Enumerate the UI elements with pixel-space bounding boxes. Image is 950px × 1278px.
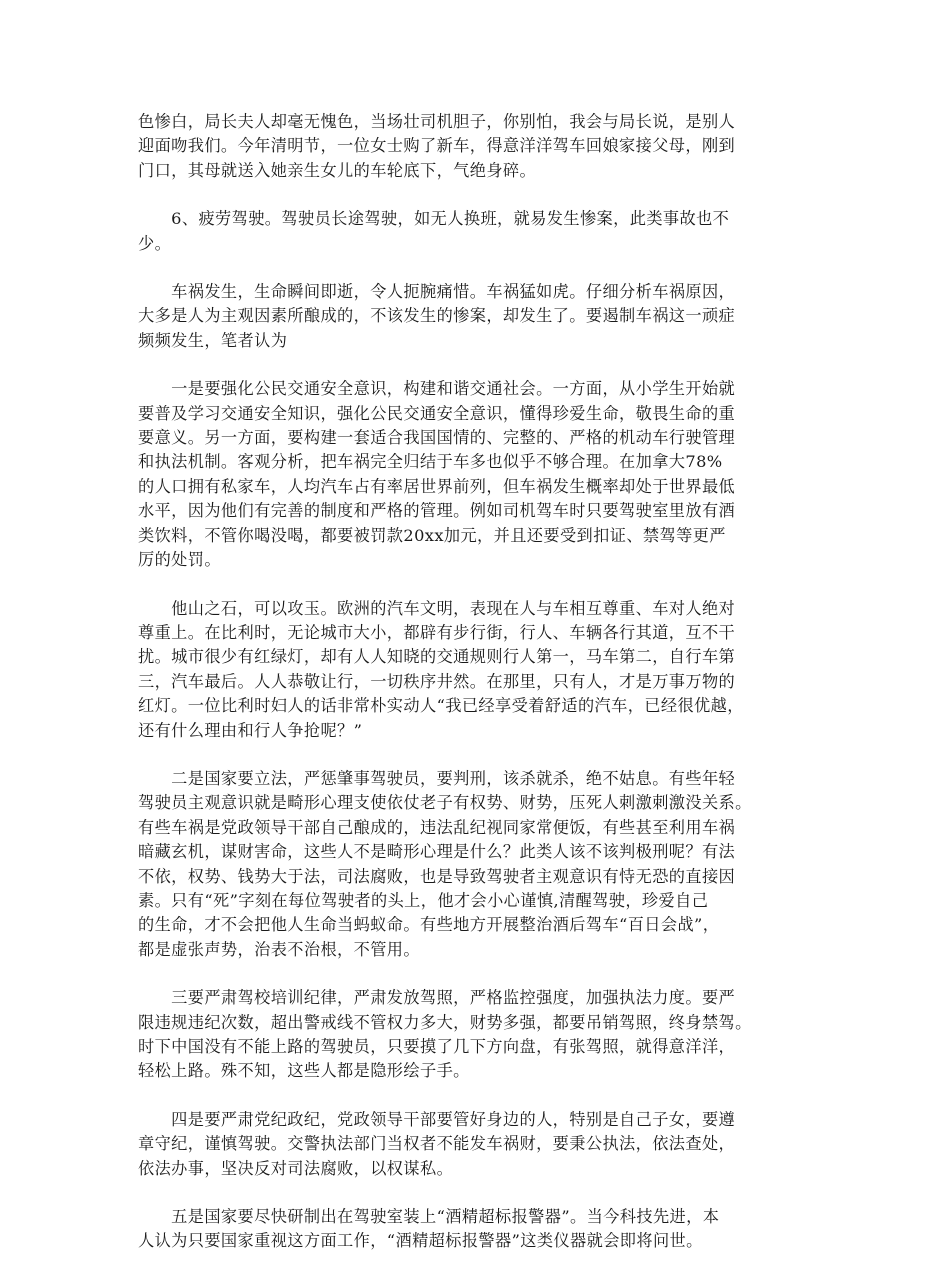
text-line: 三要严肃驾校培训纪律，严肃发放驾照，严格监控强度，加强执法力度。要严 (138, 988, 736, 1008)
paragraph (138, 1108, 808, 1181)
text-line: 6、疲劳驾驶。驾驶员长途驾驶，如无人换班，就易发生惨案，此类事故也不 (138, 209, 730, 229)
text-line: 尊重上。在比利时，无论城市大小，都辟有步行街，行人、车辆各行其道，互不干 (138, 622, 736, 642)
text-line: 轻松上路。殊不知，这些人都是隐形绘子手。 (138, 1061, 470, 1081)
text-line: 他山之石，可以攻玉。欧洲的汽车文明，表现在人与车相互尊重、车对人绝对 (138, 598, 736, 618)
text-line: 人认为只要国家重视这方面工作，“酒精超标报警器”这类仪器就会即将问世。 (138, 1231, 703, 1251)
document-body (138, 110, 808, 1278)
text-line: 还有什么理由和行人争抢呢？” (138, 720, 363, 740)
text-line: 依法办事，坚决反对司法腐败，以权谋私。 (138, 1158, 454, 1178)
text-line: 三，汽车最后。人人恭敬让行，一切秩序井然。在那里，只有人，才是万事万物的 (138, 671, 736, 691)
text-line: 车祸发生，生命瞬间即逝，令人扼腕痛惜。车祸猛如虎。仔细分析车祸原因， (138, 282, 736, 302)
paragraph (138, 377, 808, 572)
text-line: 色惨白，局长夫人却毫无愧色，当场壮司机胆子，你别怕，我会与局长说，是别人 (138, 112, 736, 131)
text-line: 有些车祸是党政领导干部自己酿成的，违法乱纪视同家常便饭，有些甚至利用车祸 (138, 817, 736, 837)
text-line: 频频发生，笔者认为 (138, 330, 288, 350)
text-line: 和执法机制。客观分析，把车祸完全归结于车多也似乎不够合理。在加拿大78% (138, 452, 723, 472)
paragraph (138, 597, 808, 743)
text-line: 门口，其母就送入她亲生女儿的车轮底下，气绝身碎。 (138, 160, 537, 180)
text-line: 水平，因为他们有完善的制度和严格的管理。例如司机驾车时只要驾驶室里放有酒 (138, 501, 736, 521)
text-line: 章守纪，谨慎驾驶。交警执法部门当权者不能发车祸财，要秉公执法，依法查处， (138, 1134, 736, 1154)
text-line: 五是国家要尽快研制出在驾驶室装上“酒精超标报警器”。当今科技先进，本 (138, 1207, 720, 1227)
text-line: 暗藏玄机，谋财害命，这些人不是畸形心理是什么？此类人该不该判极刑呢？有法 (138, 842, 736, 862)
text-line: 要普及学习交通安全知识，强化公民交通安全意识，懂得珍爱生命，敬畏生命的重 (138, 403, 736, 423)
paragraph (138, 280, 808, 353)
text-line: 的人口拥有私家车，人均汽车占有率居世界前列，但车祸发生概率却处于世界最低 (138, 476, 736, 496)
text-line: 都是虚张声势，治表不治根，不管用。 (138, 939, 420, 959)
paragraph (138, 207, 808, 256)
text-line: 迎面吻我们。今年清明节，一位女士购了新车，得意洋洋驾车回娘家接父母，刚到 (138, 136, 736, 156)
paragraph (138, 110, 808, 183)
paragraph (138, 767, 808, 962)
paragraph (138, 1205, 808, 1254)
text-line: 大多是人为主观因素所酿成的，不该发生的惨案，却发生了。要遏制车祸这一顽症 (138, 306, 736, 326)
text-line: 时下中国没有不能上路的驾驶员，只要摸了几下方向盘，有张驾照，就得意洋洋， (138, 1037, 736, 1056)
text-line: 素。只有“死”字刻在每位驾驶者的头上，他才会小心谨慎,清醒驾驶，珍爱自己 (138, 890, 709, 910)
text-line: 类饮料，不管你喝没喝，都要被罚款20xx加元，并且还要受到扣证、禁驾等更严 (138, 525, 726, 545)
text-line: 红灯。一位比利时妇人的话非常朴实动人“我已经享受着舒适的汽车，已经很优越， (138, 696, 744, 716)
text-line: 少。 (138, 233, 172, 253)
text-line: 四是要严肃党纪政纪，党政领导干部要管好身边的人，特别是自己子女，要遵 (138, 1109, 736, 1129)
text-line: 一是要强化公民交通安全意识，构建和谐交通社会。一方面，从小学生开始就 (138, 379, 736, 399)
text-line: 要意义。另一方面，要构建一套适合我国国情的、完整的、严格的机动车行驶管理 (138, 428, 736, 448)
paragraph (138, 986, 808, 1084)
text-line: 二是国家要立法，严惩肇事驾驶员，要判刑，该杀就杀，绝不姑息。有些年轻 (138, 768, 736, 788)
text-line: 扰。城市很少有红绿灯，却有人人知晓的交通规则行人第一，马车第二，自行车第 (138, 647, 736, 667)
text-line: 限违规违纪次数，超出警戒线不管权力多大，财势多强，都要吊销驾照，终身禁驾。 (138, 1012, 752, 1032)
text-line: 厉的处罚。 (138, 550, 221, 570)
text-line: 的生命，才不会把他人生命当蚂蚁命。有些地方开展整治酒后驾车“百日会战”， (138, 915, 720, 935)
text-line: 驾驶员主观意识就是畸形心理支使依仗老子有权势、财势，压死人刺激刺激没关系。 (138, 793, 752, 813)
text-line: 不依，权势、钱势大于法，司法腐败，也是导致驾驶者主观意识有恃无恐的直接因 (138, 866, 736, 886)
